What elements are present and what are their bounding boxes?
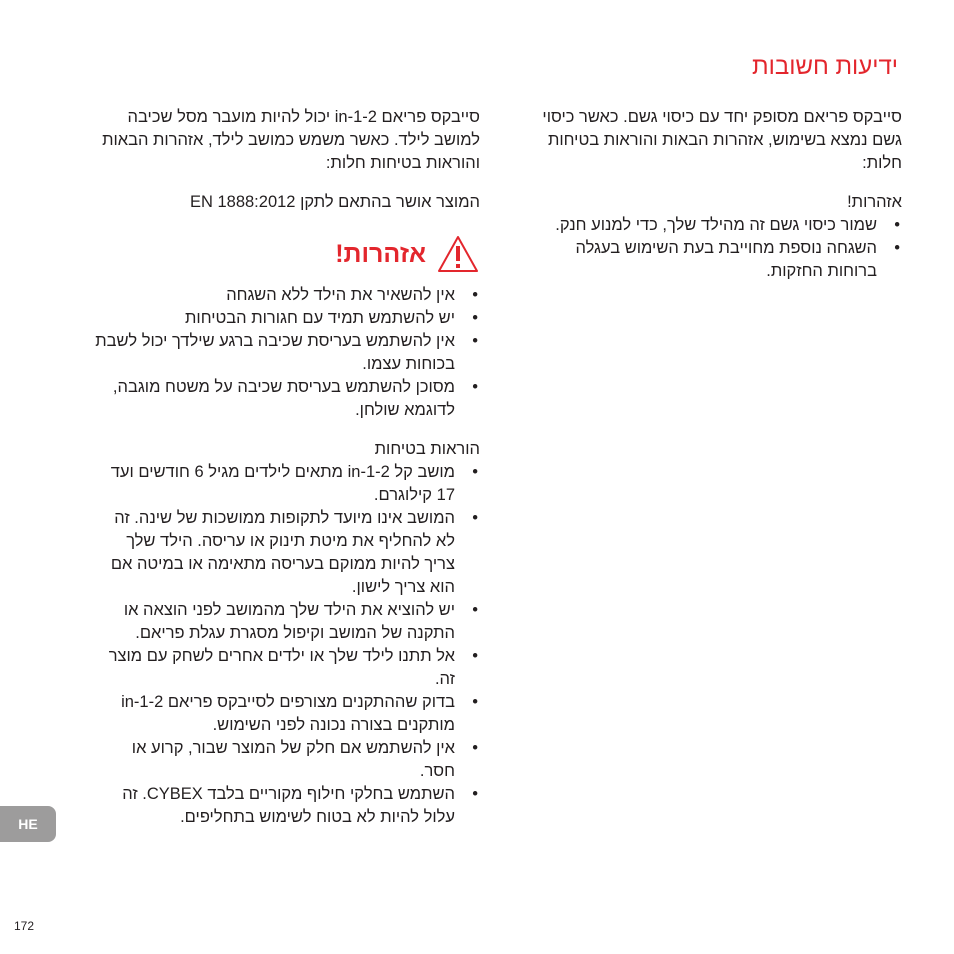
list-item: • השתמש בחלקי חילוף מקוריים בלבד CYBEX. זה עלול להיות לא בטוח לשימוש בתחליפים. bbox=[95, 783, 480, 829]
warnings-list bbox=[95, 284, 480, 422]
page-number: 172 bbox=[14, 919, 35, 933]
rain-cover-warnings-label: אזהרות! bbox=[847, 193, 902, 211]
list-item: • מושב קל 2-in-1 מתאים לילדים מגיל 6 חודשים ועד 17 קילוגרם. bbox=[95, 461, 480, 507]
list-item: • אל תתנו לילד שלך או ילדים אחרים לשחק עם מוצר זה. bbox=[95, 645, 480, 691]
list-item: • אין להשתמש אם חלק של המוצר שבור, קרוע או חסר. bbox=[95, 737, 480, 783]
warnings-heading bbox=[95, 231, 480, 277]
rain-cover-warnings-list bbox=[522, 214, 902, 283]
right-column bbox=[522, 106, 902, 283]
list-item: • שמור כיסוי גשם זה מהילד שלך, כדי למנוע חנק. bbox=[522, 214, 902, 237]
standard-note: המוצר אושר בהתאם לתקן EN 1888:2012 bbox=[189, 193, 480, 211]
page-title: ידיעות חשובות bbox=[752, 53, 898, 80]
list-item: • השגחה נוספת מחוייבת בעת השימוש בעגלה ברוחות החזקות. bbox=[522, 237, 902, 283]
rain-cover-intro: סייבקס פריאם מסופק יחד עם כיסוי גשם. כאשר כיסוי גשם נמצא בשימוש, אזהרות הבאות והוראות בטיחות חלות: bbox=[542, 108, 902, 172]
list-item: • בדוק שההתקנים מצורפים לסייבקס פריאם 2-in-1 מותקנים בצורה נכונה לפני השימוש. bbox=[95, 691, 480, 737]
warning-triangle-icon bbox=[436, 234, 480, 274]
list-item: • מסוכן להשתמש בעריסת שכיבה על משטח מוגבה, לדוגמא שולחן. bbox=[95, 376, 480, 422]
list-item: • המושב אינו מיועד לתקופות ממושכות של שינה. זה לא להחליף את מיטת תינוק או עריסה. הילד שלך צריך להיות ממוקם בעריסה מתאימה או במיטה אם הוא צריך לישון. bbox=[95, 507, 480, 599]
language-tab: HE bbox=[0, 806, 56, 842]
seat-intro: סייבקס פריאם 2-in-1 יכול להיות מועבר מסל שכיבה למושב לילד. כאשר משמש כמושב לילד, אזהרות הבאות והוראות בטיחות חלות: bbox=[102, 108, 480, 172]
list-item: • אין להשאיר את הילד ללא השגחה bbox=[95, 284, 480, 307]
left-column bbox=[95, 106, 480, 829]
list-item: • יש להשתמש תמיד עם חגורות הבטיחות bbox=[95, 307, 480, 330]
safety-list bbox=[95, 461, 480, 829]
list-item: • אין להשתמש בעריסת שכיבה ברגע שילדך יכול לשבת בכוחות עצמו. bbox=[95, 330, 480, 376]
safety-label: הוראות בטיחות bbox=[374, 440, 480, 458]
list-item: • יש להוציא את הילד שלך מהמושב לפני הוצאה או התקנה של המושב וקיפול מסגרת עגלת פריאם. bbox=[95, 599, 480, 645]
warnings-title: אזהרות! bbox=[335, 240, 426, 268]
